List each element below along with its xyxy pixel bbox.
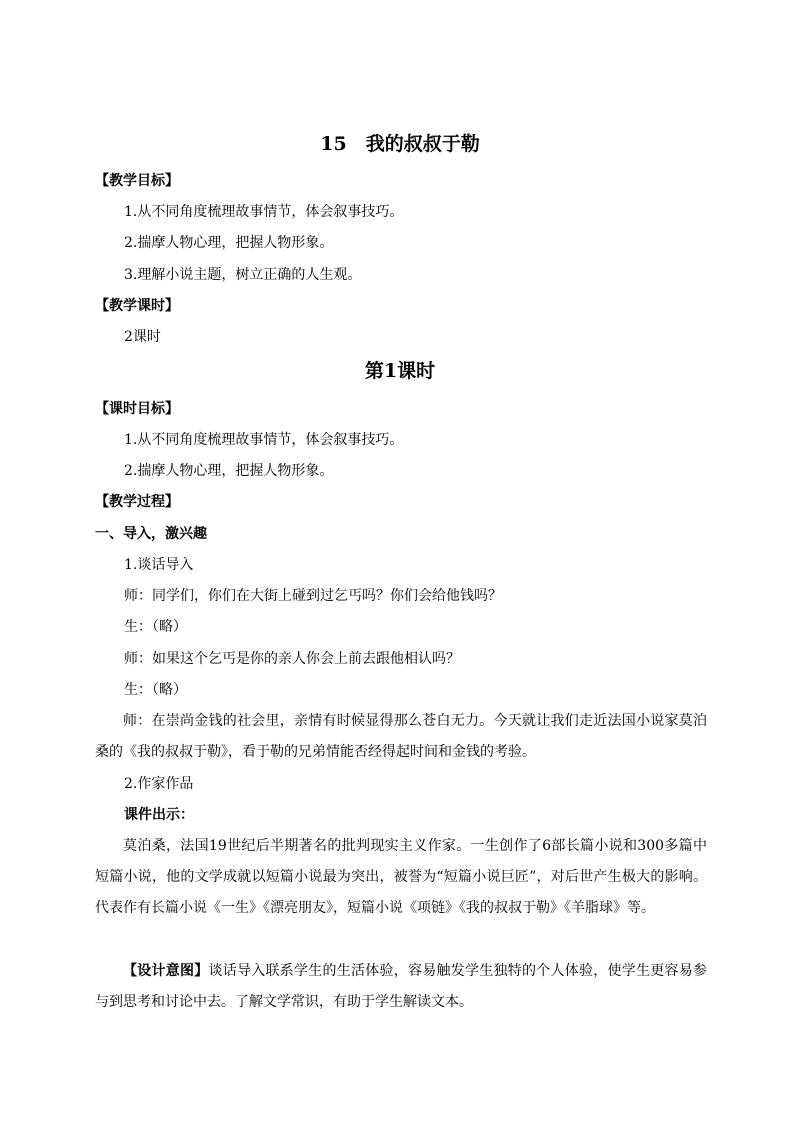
teaching-goal-item: 2.揣摩人物心理，把握人物形象。 <box>124 235 334 251</box>
design-paragraph <box>95 956 707 1018</box>
dialogue-line: 生：（略） <box>124 619 187 635</box>
design-text: 谈话导入联系学生的生活体验，容易触发学生独特的个人体验，使学生更容易参与到思考和讨论中去。了解文学常识，有助于学生解读文本。 <box>95 963 707 1010</box>
lesson-goal-item: 1.从不同角度梳理故事情节，体会叙事技巧。 <box>124 432 404 448</box>
sub-item-heading: 1.谈话导入 <box>124 557 194 573</box>
section-heading: 一、导入，激兴趣 <box>95 526 207 542</box>
document-title: 15 我的叔叔于勒 <box>320 133 480 155</box>
design-label: 【设计意图】 <box>123 963 209 979</box>
author-paragraph: 莫泊桑，法国19世纪后半期著名的批判现实主义作家。一生创作了6部长篇小说和300多篇中短篇小说，他的文学成就以短篇小说最为突出，被誉为“短篇小说巨匠”，对后世产生极大的影响。代表作有长篇小说《一生》《漂亮朋友》，短篇小说《项链》《我的叔叔于勒》《羊脂球》等。 <box>95 838 707 916</box>
teaching-goal-item: 3.理解小说主题，树立正确的人生观。 <box>124 267 362 283</box>
courseware-label: 课件出示： <box>124 807 194 823</box>
lesson-title: 第1课时 <box>364 360 436 382</box>
process-heading: 【教学过程】 <box>95 494 179 510</box>
dialogue-line: 生：（略） <box>124 682 187 698</box>
class-hours-heading: 【教学课时】 <box>95 298 179 314</box>
teacher-paragraph: 师：在崇尚金钱的社会里，亲情有时候显得那么苍白无力。今天就让我们走近法国小说家莫泊桑的《我的叔叔于勒》，看于勒的兄弟情能否经得起时间和金钱的考验。 <box>95 713 707 760</box>
lesson-goal-item: 2.揣摩人物心理，把握人物形象。 <box>124 463 334 479</box>
teaching-goals-heading: 【教学目标】 <box>95 173 179 189</box>
class-hours-value: 2课时 <box>124 329 161 345</box>
dialogue-line: 师：同学们，你们在大街上碰到过乞丐吗？你们会给他钱吗？ <box>124 588 502 604</box>
teaching-goal-item: 1.从不同角度梳理故事情节，体会叙事技巧。 <box>124 204 404 220</box>
dialogue-line: 师：如果这个乞丐是你的亲人你会上前去跟他相认吗？ <box>124 651 460 667</box>
sub-item-heading: 2.作家作品 <box>124 776 194 792</box>
lesson-goals-heading: 【课时目标】 <box>95 401 179 417</box>
